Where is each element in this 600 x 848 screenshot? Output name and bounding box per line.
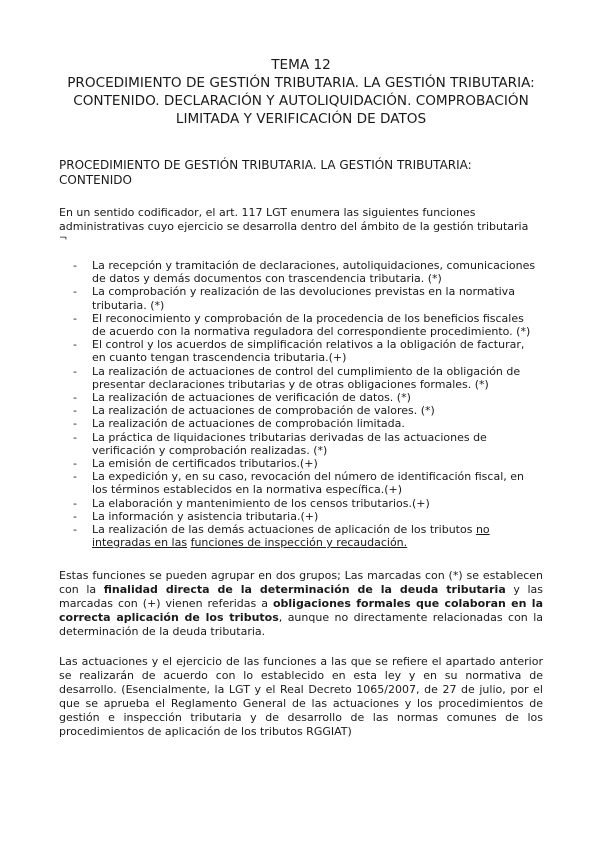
dash-bullet: - [73,364,77,378]
dash-bullet: - [73,338,77,352]
dash-bullet: - [73,285,77,299]
function-text: La elaboración y mantenimiento de los censos tributarios.(+) [92,496,430,510]
bold-phrase-formal-obligations: obligaciones formales que colaboran en la correcta aplicación de los tributos [59,597,543,625]
functions-list [59,259,543,549]
function-item [59,457,541,470]
function-text: La comprobación y realización de las devoluciones previstas en la normativa tributaria. (*) [92,285,515,312]
dash-bullet: - [73,259,77,272]
function-item [59,365,541,391]
grouping-text-d: , aunque no directamente relacionadas con la determinación de la deuda tributaria. [59,611,543,639]
function-text: La recepción y tramitación de declaraciones, autoliquidaciones, comunicaciones de datos y demás documentos con trascendencia tributaria. (*) [92,259,536,286]
function-text: La realización de actuaciones de verificación de datos. (*) [92,391,411,405]
function-text: La realización de las demás actuaciones de aplicación de los tributos [92,523,476,537]
dash-bullet: - [73,496,77,510]
function-text: La práctica de liquidaciones tributarias derivadas de las actuaciones de verificación y comprobación realizadas. (*) [92,430,487,457]
intro-paragraph [59,206,543,243]
function-text: El control y los acuerdos de simplificación relativos a la obligación de facturar, en cuanto tengan trascendencia tributaria.(+) [92,338,525,365]
grouping-text-a: Estas funciones se pueden agrupar en dos grupos; Las marcadas con (*) se establecen con la [59,569,543,597]
bold-phrase-determination: finalidad directa de la determinación de la deuda tributaria [103,583,506,597]
function-text: La realización de actuaciones de comprobación limitada. [92,417,405,431]
function-text: La información y asistencia tributaria.(+) [92,509,319,523]
function-item [59,497,541,510]
dash-bullet: - [73,311,77,325]
function-text: La emisión de certificados tributarios.(+) [92,457,318,471]
dash-bullet: - [73,417,77,431]
grouping-text-c: y las marcadas con (+) vienen referidas a [59,583,543,611]
function-item [59,259,541,285]
function-text: La realización de actuaciones de comprobación de valores. (*) [92,404,435,418]
function-item [59,404,541,417]
function-item [59,470,541,496]
function-text: La realización de actuaciones de control del cumplimiento de la obligación de presentar declaraciones tributarias y de otras obligaciones formales. (*) [92,364,521,391]
function-item [59,338,541,364]
intro-text: En un sentido codificador, el art. 117 LGT enumera las siguientes funciones administrativas cuyo ejercicio se desarrolla dentro del ámbito de la gestión tributaria [59,206,529,233]
underlined-phrase-functions: funciones de inspección y recaudación. [190,536,408,550]
function-item [59,312,541,338]
dash-bullet: - [73,509,77,523]
grouping-paragraph [59,569,543,639]
title-topic-name: PROCEDIMIENTO DE GESTIÓN TRIBUTARIA. LA GESTIÓN TRIBUTARIA: CONTENIDO. DECLARACIÓN Y AUTOLIQUIDACIÓN. COMPROBACIÓN LIMITADA Y VERIFICACIÓN DE DATOS [67,75,535,127]
function-text: La expedición y, en su caso, revocación del número de identificación fiscal, en los términos establecidos en la normativa específica.(+) [92,470,524,497]
function-item [59,391,541,404]
section-heading: PROCEDIMIENTO DE GESTIÓN TRIBUTARIA. LA GESTIÓN TRIBUTARIA: CONTENIDO [59,158,472,187]
dash-bullet: - [73,470,77,484]
underlined-phrase-not-integrated: no integradas en las [92,523,490,550]
dash-bullet: - [73,391,77,405]
document-title [59,56,543,128]
function-item [59,431,541,457]
dash-bullet: - [73,404,77,418]
dash-bullet: - [73,523,77,537]
function-item [59,510,541,523]
regulation-paragraph: Las actuaciones y el ejercicio de las funciones a las que se refiere el apartado anterior se realizarán de acuerdo con lo establecido en esta ley y en su normativa de desarrollo. (Esencialmente, la LGT y el Real Decreto 1065/2007, de 27 de julio, por el que se aprueba el Reglamento General de las actuaciones y los procedimientos de gestión e inspección tributaria y de desarrollo de las normas comunes de los procedimientos de aplicación de los tributos RGGIAT) [59,655,543,739]
function-text: El reconocimiento y comprobación de la procedencia de los beneficios fiscales de acuerdo con la normativa reguladora del correspondiente procedimiento. (*) [92,311,531,339]
function-item-last [59,523,541,549]
function-item [59,285,541,311]
dash-bullet: - [73,457,77,471]
title-topic-number: TEMA 12 [271,57,331,73]
function-item [59,417,541,430]
return-arrow-icon: ¬ [59,233,68,244]
dash-bullet: - [73,430,77,444]
